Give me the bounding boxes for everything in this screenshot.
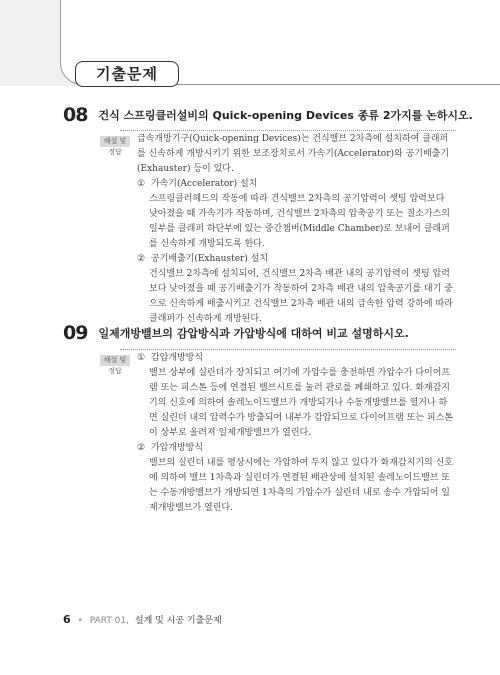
item-marker: ① — [137, 179, 146, 189]
answer-badge: 해설 및 정답 — [100, 355, 130, 366]
item-title: 공기배출기(Exhauster) 설치 — [150, 254, 269, 264]
footer-part: PART 01, — [89, 616, 129, 626]
divider — [120, 349, 456, 350]
item-marker: ② — [137, 254, 146, 264]
answer-item — [137, 351, 455, 366]
answer-08 — [137, 132, 455, 327]
question-number: 09 — [63, 322, 88, 344]
question-09 — [63, 322, 409, 344]
answer-item — [137, 177, 455, 192]
item-title: 가압개방방식 — [150, 443, 204, 453]
question-text: 일제개방밸브의 감압방식과 가압방식에 대하여 비교 설명하시오. — [98, 327, 409, 340]
item-marker: ① — [137, 353, 146, 363]
page-footer — [63, 613, 222, 626]
item-title: 가속기(Accelerator) 설치 — [150, 179, 258, 189]
section-tag: 기출문제 — [75, 61, 179, 87]
item-body: 건식밸브 2차측에 설치되어, 건식밸브 2차측 배관 내의 공기압력이 셋팅 압력보다 낮아졌을 때 공기배출기가 작동하여 2차측 배관 내의 압축공기를 대기 중으로 신속하게 배출시키고 건식밸브 2차측 배관 내의 급속한 압력 강하에 따라 클래퍼가 신속하게 개방된다. — [149, 269, 453, 324]
item-body: 스프링클러헤드의 작동에 따라 건식밸브 2차측의 공기압력이 셋팅 압력보다 낮아졌을 때 가속기가 작동하며, 건식밸브 2차측의 압축공기 또는 질소가스의 일부를 클래퍼 하단부에 있는 중간챔버(Middle Chamber)로 보내어 클래퍼를 신속하게 개방되도록 한다. — [149, 194, 450, 249]
answer-09 — [137, 351, 455, 516]
answer-item — [137, 441, 455, 456]
question-text: 건식 스프링클러설비의 Quick-opening Devices 종류 2가지를 논하시오. — [98, 109, 473, 122]
divider — [120, 130, 456, 131]
answer-item — [137, 252, 455, 267]
item-marker: ② — [137, 443, 146, 453]
answer-badge: 해설 및 정답 — [100, 136, 130, 147]
footer-bullet: • — [77, 616, 83, 626]
footer-title: 설계 및 시공 기출문제 — [134, 616, 222, 626]
item-body: 밸브의 실린더 내를 평상시에는 가압하여 두지 않고 있다가 화재감지기의 신호에 의하여 밸브 1차측과 실린더가 연결된 배관상에 설치된 솔레노이드밸브 또는 수동개방밸브가 개방되면 1차측의 가압수가 실린더 내로 송수 가압되어 일제개방밸브가 열린다. — [149, 458, 453, 513]
item-title: 감압개방방식 — [150, 353, 204, 363]
question-number: 08 — [63, 104, 88, 126]
answer-intro: 급속개방기구(Quick-opening Devices)는 건식밸브 2차측에 설치하여 클래퍼를 신속하게 개방시키기 위한 보조장치로서 가속기(Accelerator)와 공기배출기(Exhauster) 등이 있다. — [137, 134, 450, 174]
question-08 — [63, 104, 473, 126]
item-body: 밸브 상부에 실린더가 장치되고 여기에 가압수를 충전하면 가압수가 다이어프램 또는 피스톤 등에 연결된 밸브시트를 눌러 관로를 폐쇄하고 있다. 화재감지기의 신호에 의하여 솔레노이드밸브가 개방되거나 수동개방밸브를 열거나 하면 실린더 내의 압력수가 방출되어 내부가 감압되므로 다이어프램 또는 피스톤이 상부로 올려져 일제개방밸브가 열린다. — [149, 368, 453, 438]
page-number: 6 — [63, 613, 71, 626]
